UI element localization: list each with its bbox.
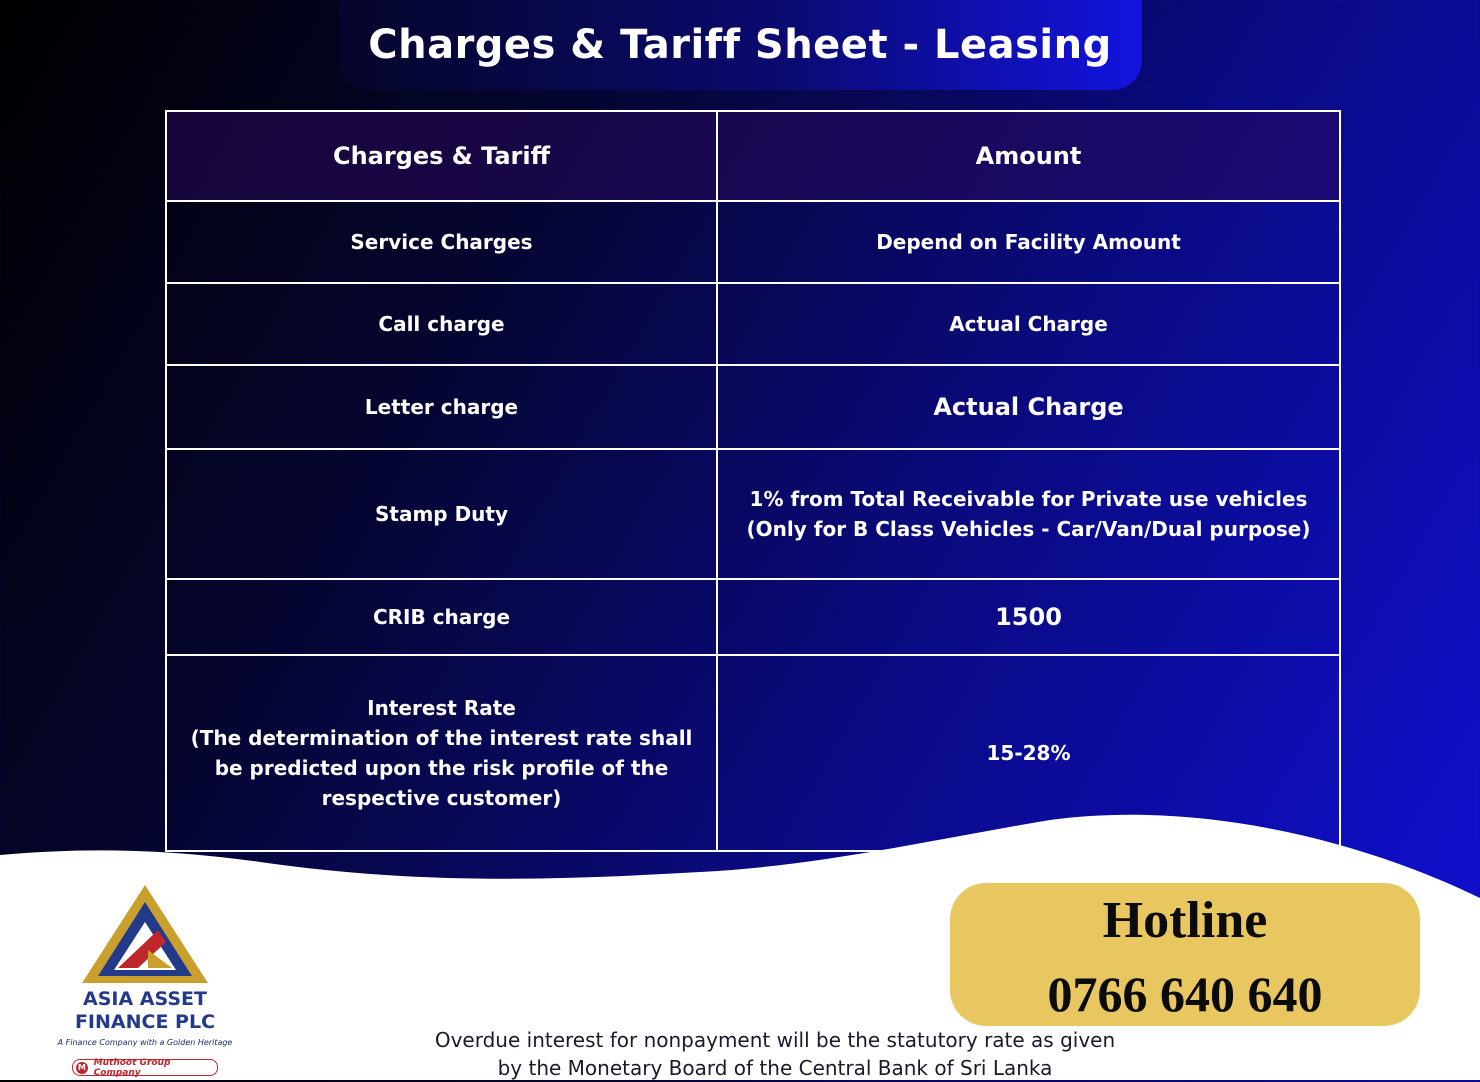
amount-cell: Depend on Facility Amount <box>717 201 1340 283</box>
amount-cell: Actual Charge <box>717 365 1340 449</box>
header-charges: Charges & Tariff <box>166 111 717 201</box>
group-badge <box>72 1059 218 1076</box>
header-amount: Amount <box>717 111 1340 201</box>
logo-name: ASIA ASSET FINANCE PLC <box>74 988 216 1033</box>
charge-cell: CRIB charge <box>166 579 717 655</box>
hotline-number[interactable]: 0766 640 640 <box>1047 966 1323 1022</box>
charge-cell: Letter charge <box>166 365 717 449</box>
amount-cell: 1% from Total Receivable for Private use vehicles (Only for B Class Vehicles - Car/Van/Dual purpose) <box>717 449 1340 579</box>
amount-cell: 15-28% <box>717 655 1340 851</box>
amount-cell: Actual Charge <box>717 283 1340 365</box>
hotline-box <box>950 883 1420 1026</box>
overdue-footnote: Overdue interest for nonpayment will be the statutory rate as given by the Monetary Board of the Central Bank of Sri Lanka <box>434 1028 1116 1080</box>
charge-cell: Call charge <box>166 283 717 365</box>
charge-cell: Interest Rate (The determination of the interest rate shall be predicted upon the risk profile of the respective customer) <box>166 655 717 851</box>
group-label: Muthoot Group Company <box>93 1057 171 1078</box>
charge-cell: Stamp Duty <box>166 449 717 579</box>
muthoot-icon: M <box>77 1062 86 1072</box>
amount-cell: 1500 <box>717 579 1340 655</box>
hotline-label: Hotline <box>1102 892 1268 949</box>
charge-cell: Service Charges <box>166 201 717 283</box>
page-title: Charges & Tariff Sheet - Leasing <box>368 22 1112 68</box>
logo-tagline: A Finance Company with a Golden Heritage <box>57 1038 233 1047</box>
